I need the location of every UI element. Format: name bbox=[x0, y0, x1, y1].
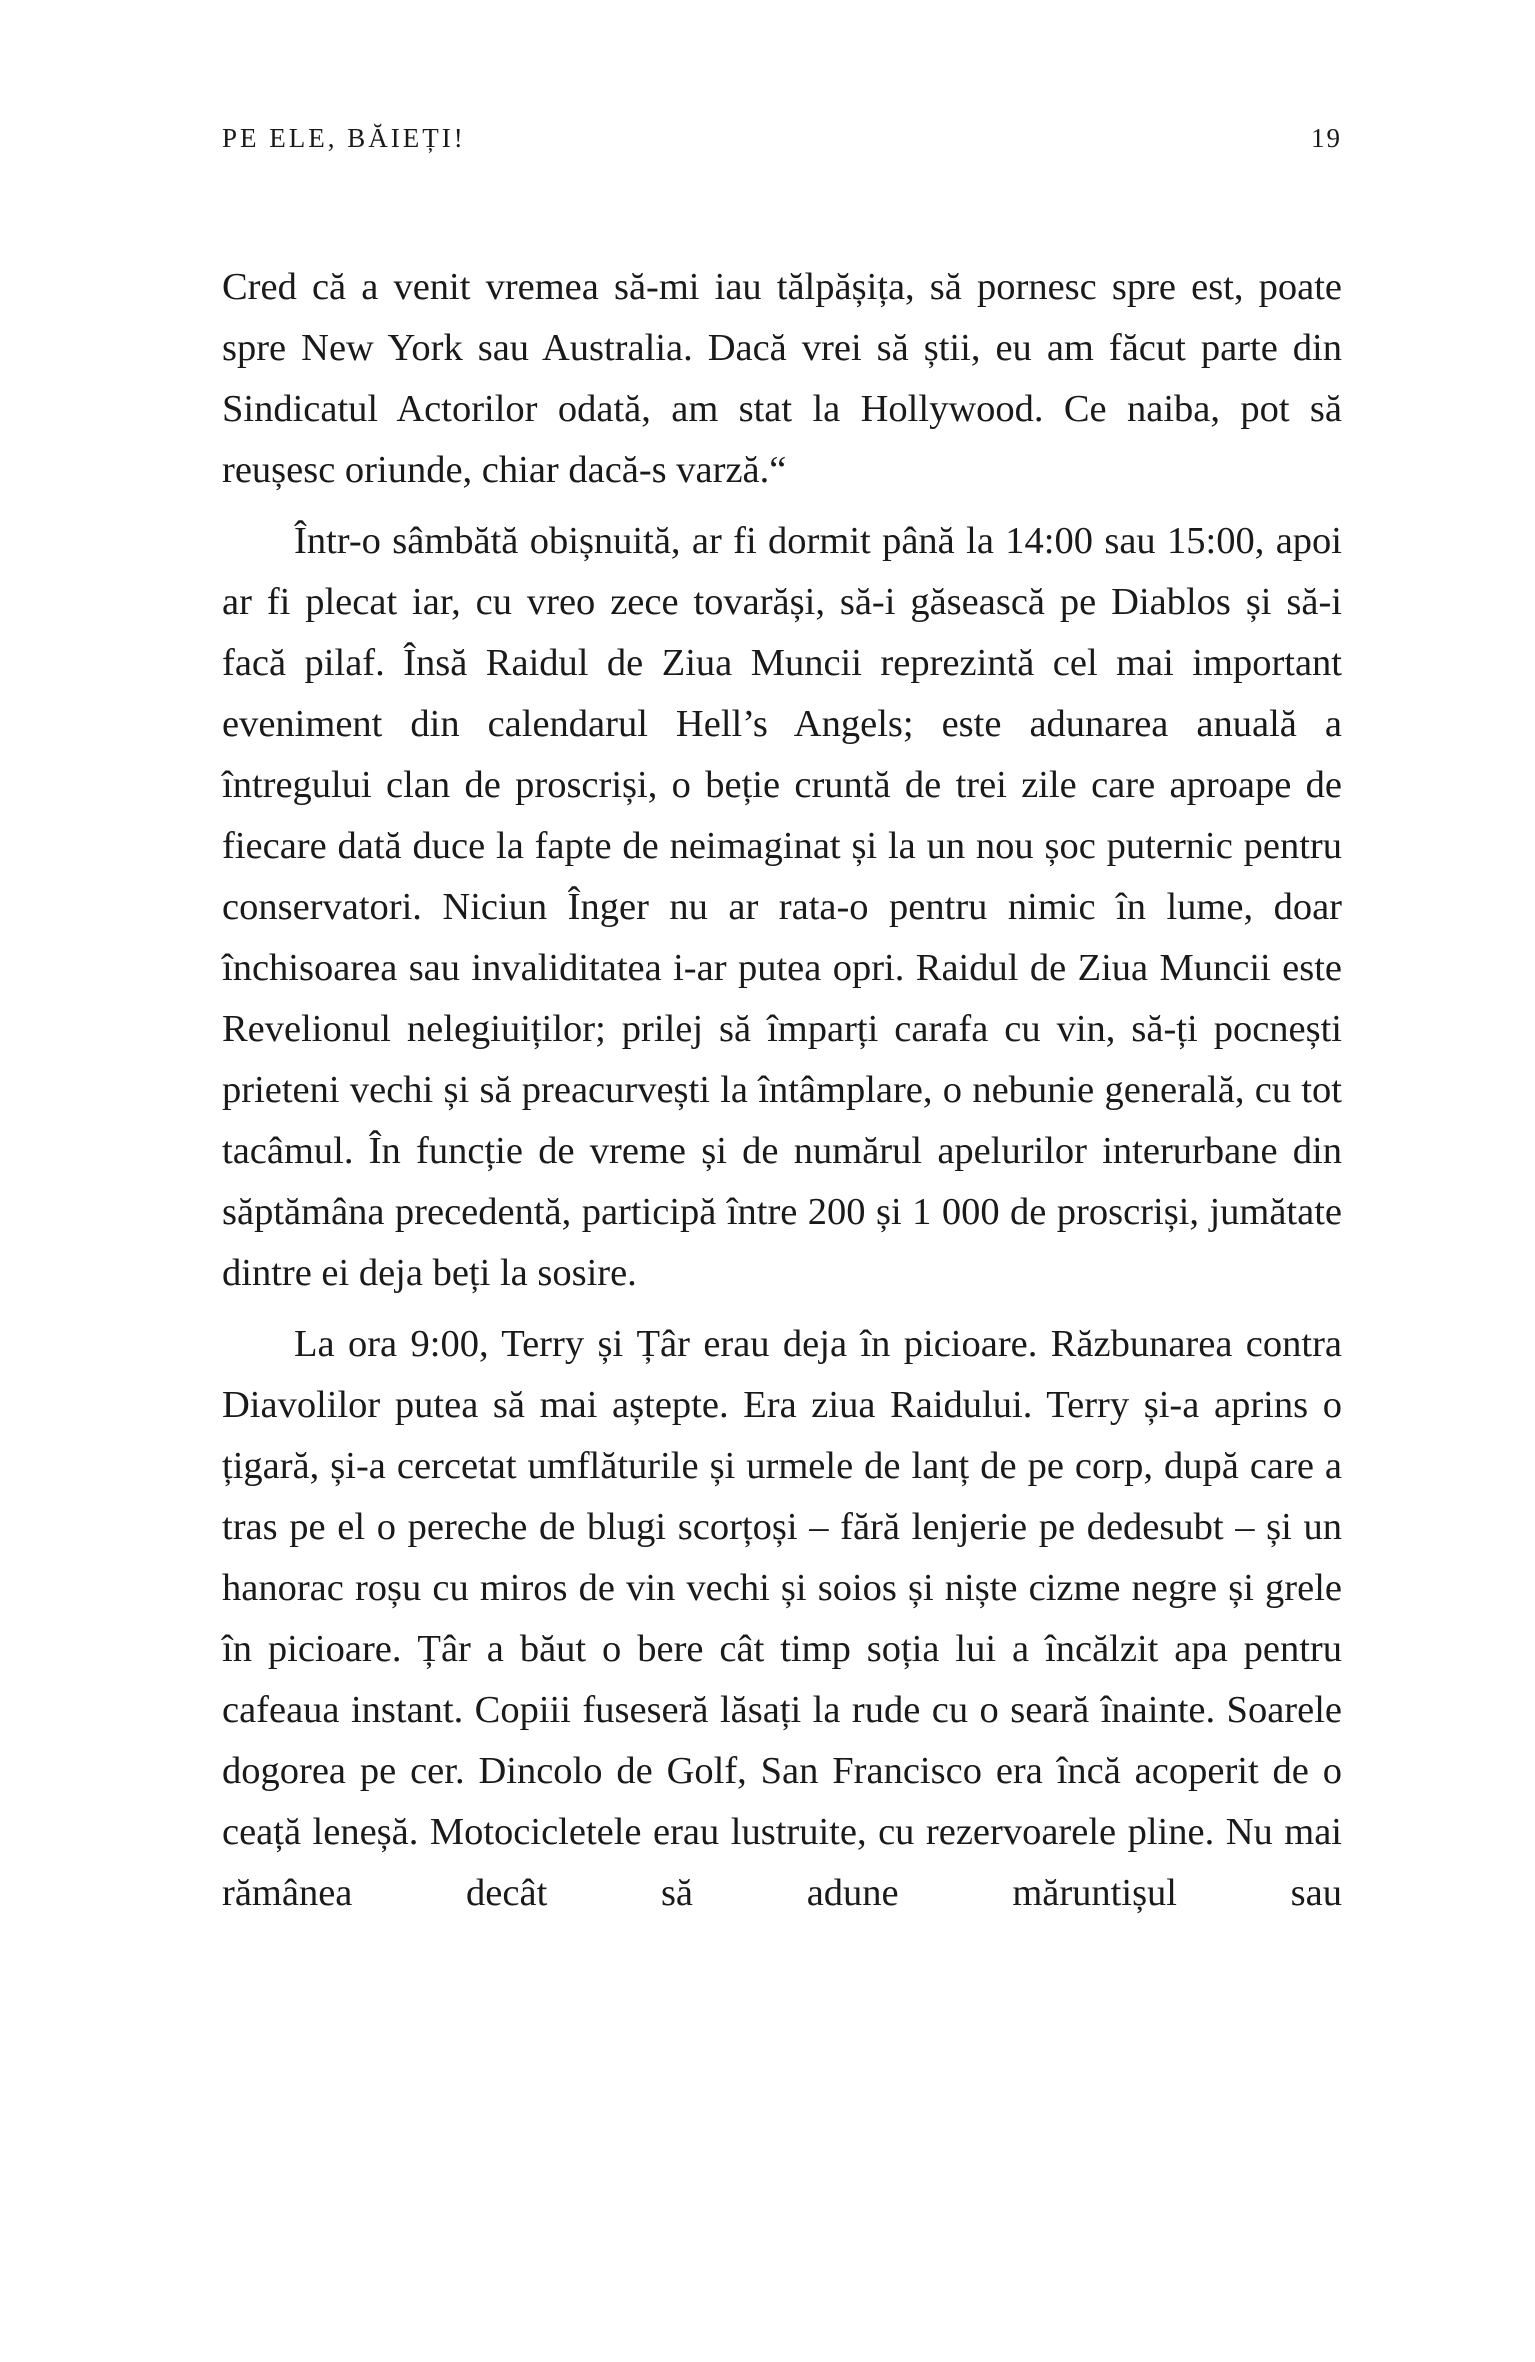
paragraph: La ora 9:00, Terry și Țâr erau deja în picioare. Răzbunarea contra Diavolilor putea să mai aștepte. Era ziua Raidului. Terry și-a aprins o țigară, și-a cercetat umflăturile și urmele de lanț de pe corp, după care a tras pe el o pereche de blugi scorțoși – fără lenjerie pe dedesubt – și un hanorac roșu cu miros de vin vechi și soios și niște cizme negre și grele în picioare. Țâr a băut o bere cât timp soția lui a încălzit apa pentru cafeaua instant. Copiii fuseseră lăsați la rude cu o seară înainte. Soarele dogorea pe cer. Dincolo de Golf, San Francisco era încă acoperit de o ceață leneșă. Motocicletele erau lustruite, cu rezervoarele pline. Nu mai rămânea decât să adune măruntișul sau bbox=[222, 1323, 1342, 1914]
running-title: PE ELE, BĂIEȚI! bbox=[222, 123, 466, 153]
running-head bbox=[222, 118, 1342, 158]
page-number: 19 bbox=[1311, 123, 1342, 153]
body-text bbox=[222, 257, 1342, 1934]
paragraph-continued: Cred că a venit vremea să-mi iau tălpășița, să pornesc spre est, poate spre New York sau Australia. Dacă vrei să știi, eu am făcut parte din Sindicatul Actorilor odată, am stat la Hollywood. Ce naiba, pot să reușesc oriunde, chiar dacă-s varză.“ bbox=[222, 266, 1342, 491]
paragraph: Într-o sâmbătă obișnuită, ar fi dormit până la 14:00 sau 15:00, apoi ar fi plecat iar, cu vreo zece tovarăși, să-i găsească pe Diablos și să-i facă pilaf. Însă Raidul de Ziua Muncii reprezintă cel mai important eveniment din calendarul Hell’s Angels; este adunarea anuală a întregului clan de proscriși, o beție cruntă de trei zile care aproape de fiecare dată duce la fapte de neimaginat și la un nou șoc puternic pentru conservatori. Niciun Înger nu ar rata-o pentru nimic în lume, doar închisoarea sau invaliditatea i-ar putea opri. Raidul de Ziua Muncii este Revelionul nelegiuiților; prilej să împarți carafa cu vin, să-ți pocnești prieteni vechi și să preacurvești la întâmplare, o nebunie generală, cu tot tacâmul. În funcție de vreme și de numărul apelurilor interurbane din săptămâna precedentă, participă între 200 și 1 000 de proscriși, jumătate dintre ei deja beți la sosire. bbox=[222, 520, 1342, 1294]
